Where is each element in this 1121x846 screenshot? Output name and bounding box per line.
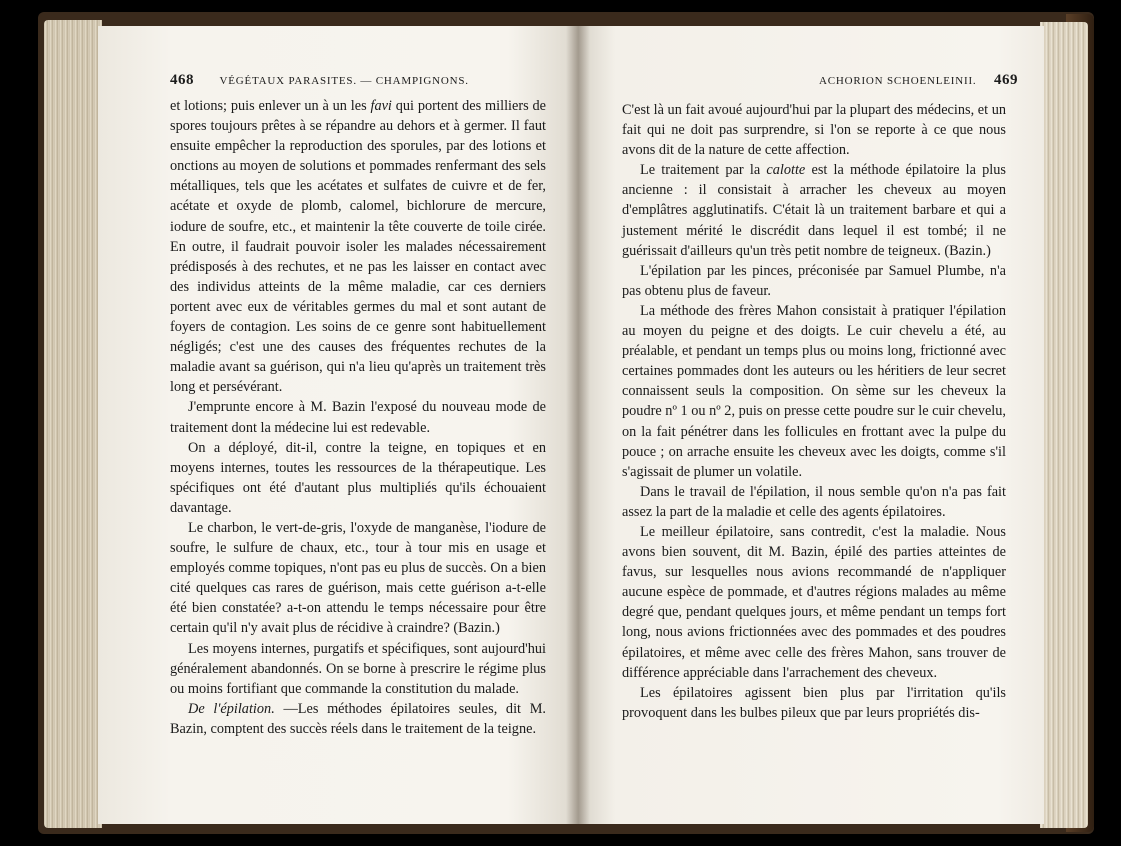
paragraph (170, 518, 546, 639)
page-number: 468 (170, 72, 194, 88)
paragraph (622, 683, 1006, 723)
left-page-edges (44, 20, 102, 828)
paragraph (622, 522, 1006, 683)
text-run: Le charbon, le vert-de-gris, l'oxyde de manganèse, l'iodure de soufre, le sulfure de chaux, etc., tour à tour mis en usage et employés comme topiques, n'ont pas eu plus de succès. On a bien cité quelques cas rares de guérison, mais cette guérison a-t-elle été bien constatée? a-t-on attendu le temps nécessaire pour être certain qu'il n'y avait plus de récidive à craindre? (Bazin.) (170, 519, 546, 637)
text-run: J'emprunte encore à M. Bazin l'exposé du nouveau mode de traitement dont la médecine lui est redevable. (170, 399, 546, 436)
text-run: et lotions; puis enlever un à un les (170, 98, 371, 114)
right-page-header (618, 72, 1018, 90)
text-run: La méthode des frères Mahon consistait à pratiquer l'épilation au moyen du peigne et des doigts. Le cuir chevelu a été, au préalable, et pendant un temps plus ou moins long, frictionné avec certaines pommades dont les auteurs ou les héritiers de leur secret connaissent seuls la composition. On sème sur les cheveux la poudre nº 1 ou nº 2, puis on presse cette poudre sur le cuir chevelu, on la fait pénétrer dans les follicules en frottant avec la pulpe du pouce ; on arrache ensuite les cheveux avec les doigts, comme s'il s'agissait de plumer un volatile. (622, 302, 1006, 480)
text-run: qui portent des milliers de spores toujours prêtes à se répandre au dehors et à germer. Il faut ensuite empêcher la reproduction des sporules, par des lotions et onctions au moyen de solutions et pommades renfermant des sels métalliques, tels que les acétates et sulfates de cuivre et de fer, acétate et oxyde de plomb, calomel, bichlorure de mercure, iodure de soufre, etc., et maintenir la tête couverte de toile cirée. En outre, il faudrait pouvoir isoler les malades nécessairement prédisposés à des rechutes, et ne pas les laisser en contact avec des individus atteints de la même maladie, car ces derniers portent avec eux de véritables germes du mal et sont autant de foyers de contagion. Les soins de ce genre sont habituellement négligés; c'est une des causes des fréquentes rechutes de la maladie avant sa guérison, qui n'a lieu qu'après un traitement très long et persévérant. (170, 98, 546, 396)
running-head: VÉGÉTAUX PARASITES. — CHAMPIGNONS. (219, 75, 469, 87)
paragraph (170, 397, 546, 437)
text-run: est la méthode épilatoire la plus ancienne : il consistait à arracher les cheveux au moyen d'emplâtres agglutinatifs. C'était là un traitement barbare et qui a justement mérité le discrédit dans lequel il est tombé; il ne guérissait d'ailleurs qu'un très petit nombre de teigneux. (Bazin.) (622, 162, 1006, 259)
page-number: 469 (994, 72, 1018, 88)
left-page-body (170, 96, 546, 739)
paragraph (170, 639, 546, 699)
right-page (578, 26, 1044, 824)
text-run: —Les méthodes épilatoires seules, dit M. Bazin, comptent des succès réels dans le traitement de la teigne. (170, 700, 546, 737)
text-run: Les moyens internes, purgatifs et spécifiques, sont aujourd'hui généralement abandonnés. On se borne à prescrire le régime plus ou moins fortifiant que commande la constitution du malade. (170, 640, 546, 697)
paragraph (622, 261, 1006, 301)
paragraph (622, 482, 1006, 522)
italic-text: favi (370, 98, 392, 114)
paragraph (170, 699, 546, 739)
text-run: Le meilleur épilatoire, sans contredit, c'est la maladie. Nous avons bien souvent, dit M. Bazin, épilé des parties atteintes de favus, sur lesquelles nous avions recommandé de n'appliquer aucune espèce de pommade, et d'autres régions malades au même degré que, pendant quelques jours, et même pendant un temps fort long, nous avions frictionnées avec des pommades et des poudres épilatoires, et même avec celle des frères Mahon, sans trouver de différence appréciable dans l'arrachement des cheveux. (622, 523, 1006, 681)
text-run: Dans le travail de l'épilation, il nous semble qu'on n'a pas fait assez la part de la maladie et celle des agents épilatoires. (622, 483, 1006, 520)
paragraph (170, 96, 546, 397)
right-page-body (622, 100, 1006, 723)
paragraph (622, 160, 1006, 260)
right-page-edges (1040, 22, 1088, 828)
left-page-header (170, 72, 540, 90)
text-run: C'est là un fait avoué aujourd'hui par la plupart des médecins, et un fait qui ne doit pas surprendre, si l'on se reporte à ce que nous avons dit de la nature de cette affection. (622, 102, 1006, 159)
text-run: Les épilatoires agissent bien plus par l'irritation qu'ils provoquent dans les bulbes pileux que par leurs propriétés dis- (622, 684, 1006, 721)
left-page (98, 26, 580, 824)
italic-text: calotte (766, 162, 806, 179)
text-run: L'épilation par les pinces, préconisée par Samuel Plumbe, n'a pas obtenu plus de faveur. (622, 262, 1006, 299)
book-gutter (566, 26, 590, 824)
text-run: On a déployé, dit-il, contre la teigne, en topiques et en moyens internes, toutes les ressources de la thérapeutique. Les spécifiques ont été d'autant plus multipliés qu'ils échouaient davantage. (170, 439, 546, 516)
italic-text: De l'épilation. (188, 700, 275, 717)
text-run: Le traitement par la (640, 162, 767, 179)
paragraph (170, 438, 546, 518)
paragraph (622, 301, 1006, 482)
running-head: ACHORION SCHOENLEINII. (818, 75, 977, 87)
paragraph (622, 100, 1006, 160)
